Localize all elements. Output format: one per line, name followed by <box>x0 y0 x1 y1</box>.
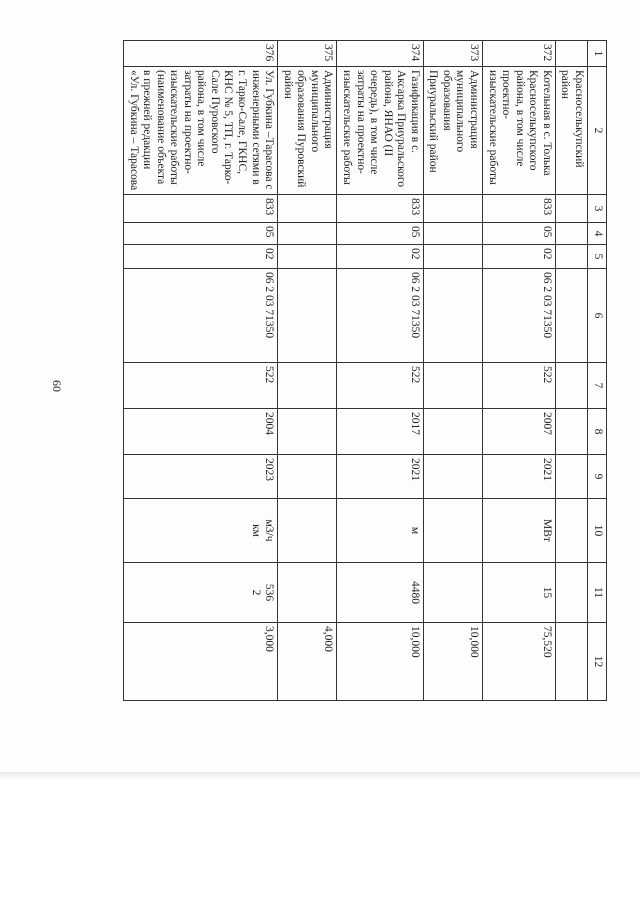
cell-c11 <box>278 563 337 623</box>
cell-c3 <box>555 195 587 223</box>
cell-num: 374 <box>337 41 423 67</box>
cell-c8 <box>278 409 337 455</box>
col-header-12: 12 <box>588 623 607 701</box>
table-row <box>555 41 587 701</box>
page-number: 60 <box>50 380 64 392</box>
cell-c6: 06 2 03 71350 <box>483 269 556 363</box>
cell-c12: 10,000 <box>337 623 423 701</box>
cell-c10 <box>555 499 587 563</box>
cell-c11: 536 2 <box>124 563 278 623</box>
cell-c7: 522 <box>483 363 556 409</box>
cell-c4: 05 <box>483 223 556 245</box>
cell-c8 <box>423 409 482 455</box>
cell-num: 372 <box>483 41 556 67</box>
cell-c3: 833 <box>124 195 278 223</box>
cell-c9: 2021 <box>483 455 556 499</box>
page-edge-shadow <box>0 772 640 780</box>
cell-c12: 10,000 <box>423 623 482 701</box>
cell-c10 <box>278 499 337 563</box>
cell-c12 <box>555 623 587 701</box>
cell-c6: 06 2 03 71350 <box>337 269 423 363</box>
col-header-11: 11 <box>588 563 607 623</box>
cell-c12: 75,520 <box>483 623 556 701</box>
cell-c12: 4,000 <box>278 623 337 701</box>
cell-c7: 522 <box>337 363 423 409</box>
cell-c4 <box>423 223 482 245</box>
cell-c11 <box>423 563 482 623</box>
cell-c5 <box>278 245 337 269</box>
table-row <box>337 41 423 701</box>
cell-c7 <box>423 363 482 409</box>
cell-c7: 522 <box>124 363 278 409</box>
col-header-9: 9 <box>588 455 607 499</box>
cell-c12: 3,000 <box>124 623 278 701</box>
cell-c5: 02 <box>124 245 278 269</box>
table-row <box>124 41 278 701</box>
cell-num <box>555 41 587 67</box>
cell-c4: 05 <box>337 223 423 245</box>
cell-name: Красноселькупский район <box>555 67 587 195</box>
col-header-2: 2 <box>588 67 607 195</box>
col-header-10: 10 <box>588 499 607 563</box>
cell-c7 <box>555 363 587 409</box>
cell-c9 <box>555 455 587 499</box>
cell-c9 <box>423 455 482 499</box>
cell-c5 <box>423 245 482 269</box>
cell-c3 <box>278 195 337 223</box>
header-row <box>588 41 607 701</box>
cell-c6 <box>555 269 587 363</box>
cell-name: Ул. Губкина –Тарасова с инженерными сетями в г. Тарко-Сале, ГКНС, КНС № 5, ТП, г. Тарко-Сале Пуровского района, в том числе затраты на проектно-изыскательские работы (наименование объекта в прежней редакции «Ул. Губкина – Тарасова <box>124 67 278 195</box>
cell-c9: 2023 <box>124 455 278 499</box>
col-header-7: 7 <box>588 363 607 409</box>
col-header-8: 8 <box>588 409 607 455</box>
cell-c6 <box>423 269 482 363</box>
cell-c10: м <box>337 499 423 563</box>
cell-c4 <box>555 223 587 245</box>
cell-c4 <box>278 223 337 245</box>
cell-name: Котельная в с. Толька Красноселькупского района, в том числе проектно-изыскательские работы <box>483 67 556 195</box>
table-row <box>483 41 556 701</box>
cell-c10: м3/ч км <box>124 499 278 563</box>
cell-name: Администрация муниципального образования Приуральский район <box>423 67 482 195</box>
col-header-3: 3 <box>588 195 607 223</box>
cell-c5: 02 <box>483 245 556 269</box>
col-header-6: 6 <box>588 269 607 363</box>
cell-c7 <box>278 363 337 409</box>
cell-name: Администрация муниципального образования Пуровский район <box>278 67 337 195</box>
col-header-4: 4 <box>588 223 607 245</box>
cell-c8: 2017 <box>337 409 423 455</box>
cell-num: 375 <box>278 41 337 67</box>
cell-c10: МВт <box>483 499 556 563</box>
cell-c8: 2004 <box>124 409 278 455</box>
cell-c6: 06 2 03 71350 <box>124 269 278 363</box>
cell-num: 373 <box>423 41 482 67</box>
cell-c3: 833 <box>483 195 556 223</box>
table-row <box>278 41 337 701</box>
cell-c5 <box>555 245 587 269</box>
col-header-1: 1 <box>588 41 607 67</box>
cell-c10 <box>423 499 482 563</box>
cell-c11: 4480 <box>337 563 423 623</box>
cell-num: 376 <box>124 41 278 67</box>
col-header-5: 5 <box>588 245 607 269</box>
cell-c8 <box>555 409 587 455</box>
cell-c5: 02 <box>337 245 423 269</box>
cell-c11: 15 <box>483 563 556 623</box>
cell-c6 <box>278 269 337 363</box>
cell-c8: 2007 <box>483 409 556 455</box>
table-row <box>423 41 482 701</box>
cell-c4: 05 <box>124 223 278 245</box>
cell-c3: 833 <box>337 195 423 223</box>
budget-table-rotated <box>107 40 607 700</box>
budget-table <box>123 40 607 701</box>
cell-c3 <box>423 195 482 223</box>
cell-name: Газификация в с. Аксарка Приуральского района, ЯНАО (II очередь), в том числе затраты на проектно-изыскательские работы <box>337 67 423 195</box>
cell-c11 <box>555 563 587 623</box>
cell-c9: 2021 <box>337 455 423 499</box>
cell-c9 <box>278 455 337 499</box>
